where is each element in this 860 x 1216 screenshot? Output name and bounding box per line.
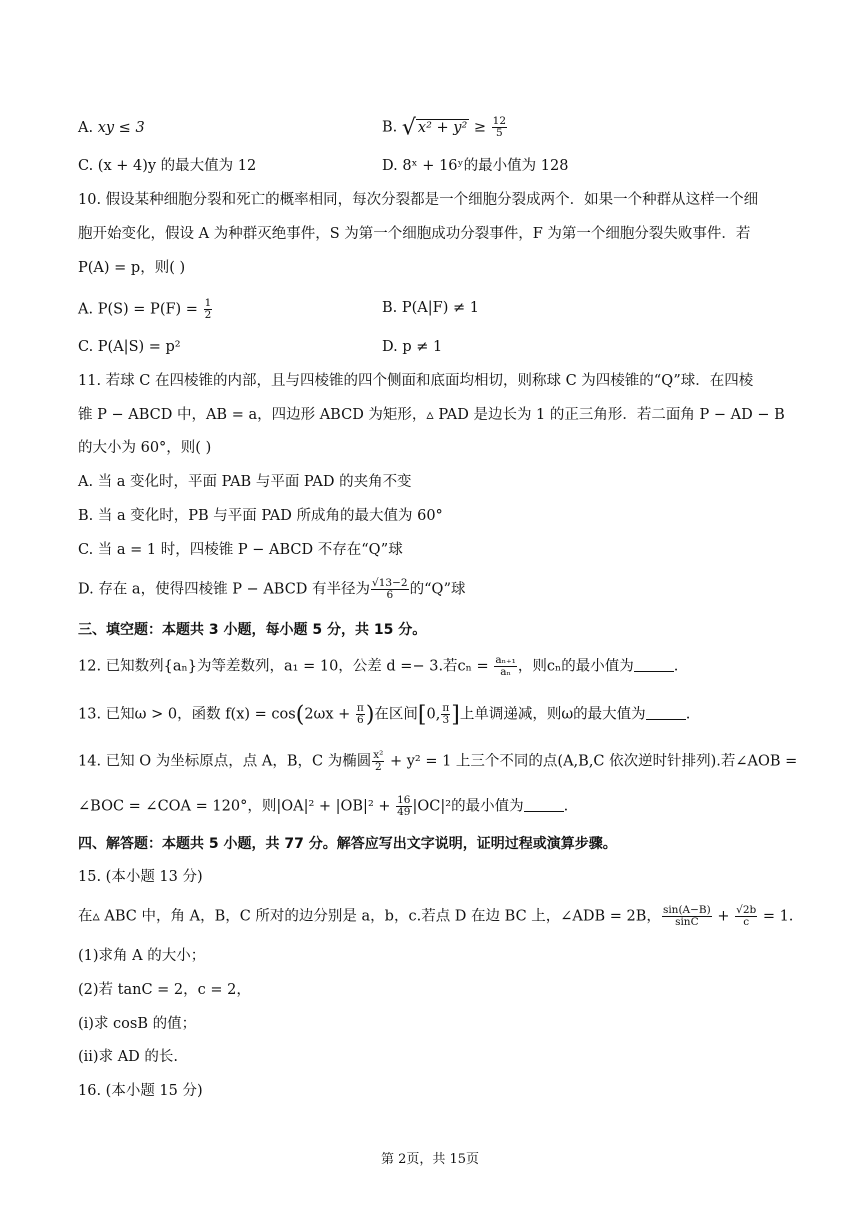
q11-line-2: 锥 P − ABCD 中，AB = a，四边形 ABCD 为矩形，▵ PAD 是边长为 1 的正三角形．若二面角 P − AD − B <box>78 407 785 423</box>
q9-option-b: B. √ x² + y² ≥ $\frac{12}{5}$ <box>382 115 507 141</box>
q15-part-2-i: (ⅰ)求 cosB 的值； <box>78 1016 197 1032</box>
q10-option-a: A. P(S) = P(F) = $\frac{1}{2}$ <box>78 297 212 321</box>
q9-option-d: D. 8ˣ + 16ʸ的最小值为 128 <box>382 158 569 174</box>
q10-option-b: B. P(A|F) ≠ 1 <box>382 300 479 316</box>
q10-line-3: P(A) = p，则( ) <box>78 260 186 276</box>
section-4-heading: 四、解答题：本题共 5 小题，共 77 分。解答应写出文字说明，证明过程或演算步骤。 <box>78 836 617 852</box>
q15-statement: 在▵ ABC 中，角 A，B，C 所对的边分别是 a，b，c.若点 D 在边 BC 上，∠ADB = 2B， $\frac{\sin(A-B)}{\sin C}$ + $\frac{√2b}{c}$ = 1. <box>78 904 794 928</box>
q14-line-2: ∠BOC = ∠COA = 120°，则|OA|² + |OB|² + $\frac{16}{49}$ |OC|²的最小值为 . <box>78 794 569 818</box>
q16-title: 16. (本小题 15 分) <box>78 1083 203 1099</box>
q9-option-a: A. xy ≤ 3 <box>78 120 145 136</box>
q13: 13. 已知ω > 0，函数 f(x) = cos(2ωx + $\frac{\pi}{6}$ )在区间[0, $\frac{\pi}{3}$ ]上单调递减，则ω的最大值为 . <box>78 702 691 728</box>
q9-option-c: C. (x + 4)y 的最大值为 12 <box>78 158 257 174</box>
q10-option-c: C. P(A|S) = p² <box>78 339 181 355</box>
answer-blank <box>646 707 686 720</box>
q15-title: 15. (本小题 13 分) <box>78 869 203 885</box>
answer-blank <box>634 659 674 672</box>
q11-option-d: D. 存在 a，使得四棱锥 P − ABCD 有半径为 $\frac{√13-2}{6}$ 的“Q”球 <box>78 577 466 601</box>
q10-line-2: 胞开始变化，假设 A 为种群灭绝事件，S 为第一个细胞成功分裂事件，F 为第一个细胞分裂失败事件．若 <box>78 226 751 242</box>
q15-part-2: (2)若 tanC = 2，c = 2， <box>78 982 251 998</box>
q11-option-a: A. 当 a 变化时，平面 PAB 与平面 PAD 的夹角不变 <box>78 474 412 490</box>
q10-option-d: D. p ≠ 1 <box>382 339 443 355</box>
q12: 12. 已知数列{aₙ}为等差数列，a₁ = 10，公差 d =− 3.若cₙ = $\frac{\text{aₙ₊₁}}{\text{aₙ}}$ ，则cₙ的最小值为 . <box>78 654 679 678</box>
q10-line-1: 10. 假设某种细胞分裂和死亡的概率相同，每次分裂都是一个细胞分裂成两个．如果一个种群从这样一个细 <box>78 192 759 208</box>
q14-line-1: 14. 已知 O 为坐标原点，点 A，B，C 为椭圆 $\frac{\text{x²}}{2}$ + y² = 1 上三个不同的点(A,B,C 依次逆时针排列).若∠AOB = <box>78 749 798 773</box>
section-3-heading: 三、填空题：本题共 3 小题，每小题 5 分，共 15 分。 <box>78 622 427 638</box>
q11-option-c: C. 当 a = 1 时，四棱锥 P − ABCD 不存在“Q”球 <box>78 542 403 558</box>
page-footer: 第 2页，共 15页 <box>380 1152 480 1167</box>
q15-part-1: (1)求角 A 的大小； <box>78 948 206 964</box>
q11-option-b: B. 当 a 变化时，PB 与平面 PAD 所成角的最大值为 60° <box>78 508 443 524</box>
q15-part-2-ii: (ⅱ)求 AD 的长. <box>78 1049 179 1065</box>
q11-line-1: 11. 若球 C 在四棱锥的内部，且与四棱锥的四个侧面和底面均相切，则称球 C 为四棱锥的“Q”球．在四棱 <box>78 373 754 389</box>
answer-blank <box>524 799 564 812</box>
q11-line-3: 的大小为 60°，则( ) <box>78 440 212 456</box>
